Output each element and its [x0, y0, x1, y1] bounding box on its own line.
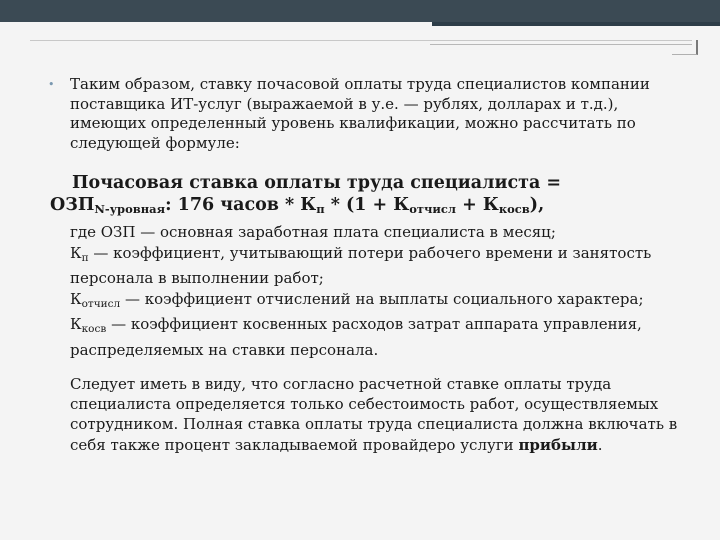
definition-symbol: К [70, 243, 82, 262]
definition-subscript: косв [81, 323, 107, 336]
definition-kkosv [70, 314, 700, 360]
formula-ozp-subscript: N-уровная [94, 202, 166, 216]
formula-kp-subscript: п [316, 202, 325, 216]
definition-subscript: отчисл [81, 297, 121, 310]
definition-text: — основная заработная плата специалиста в месяц; [135, 223, 556, 241]
formula-kkosv-subscript: косв [498, 202, 530, 216]
intro-text: Таким образом, ставку почасовой оплаты труда специалистов компании поставщика ИТ-услуг (выражаемой в у.е. — рублях, долларах и т.д.), имеющих определенный уровень квалификации, можно рассчитать по следующей формуле: [70, 75, 650, 152]
formula [50, 172, 690, 220]
formula-part-2: * (1 + К [324, 195, 410, 215]
closing-end: . [597, 435, 603, 454]
formula-part-3: + К [456, 195, 499, 215]
formula-end: ), [529, 195, 545, 215]
formula-ozp: ОЗП [50, 195, 95, 215]
definition-text: — коэффициент, учитывающий потери рабочего времени и занятость персонала в выполнении работ; [70, 243, 652, 288]
closing-bold: прибыли [518, 435, 598, 454]
formula-part-1: : 176 часов * К [165, 195, 317, 215]
formula-line-1: Почасовая ставка оплаты труда специалиста = [72, 173, 562, 193]
definition-kotchisl [70, 289, 700, 315]
bullet-icon: • [48, 78, 55, 91]
formula-line-2 [50, 194, 690, 220]
definition-symbol: К [70, 289, 82, 308]
intro-paragraph [48, 75, 688, 153]
definition-ozp [70, 222, 700, 243]
definition-subscript: п [81, 251, 89, 264]
definition-symbol: где ОЗП [70, 223, 136, 241]
definition-text: — коэффициент отчислений на выплаты социального характера; [120, 289, 644, 308]
definition-symbol: К [70, 315, 82, 334]
closing-text: Следует иметь в виду, что согласно расчетной ставке оплаты труда специалиста определяется только себестоимость работ, осуществляемых сотрудником. Полная ставка оплаты труда специалиста должна включать в себя также процент закладываемой провайдеро услуги [70, 375, 678, 454]
definition-text: — коэффициент косвенных расходов затрат аппарата управления, распределяемых на ставки персонала. [70, 315, 642, 359]
definition-kp [70, 243, 700, 289]
closing-paragraph [70, 374, 690, 455]
formula-kotch-subscript: отчисл [409, 202, 457, 216]
definitions-list [70, 222, 700, 361]
